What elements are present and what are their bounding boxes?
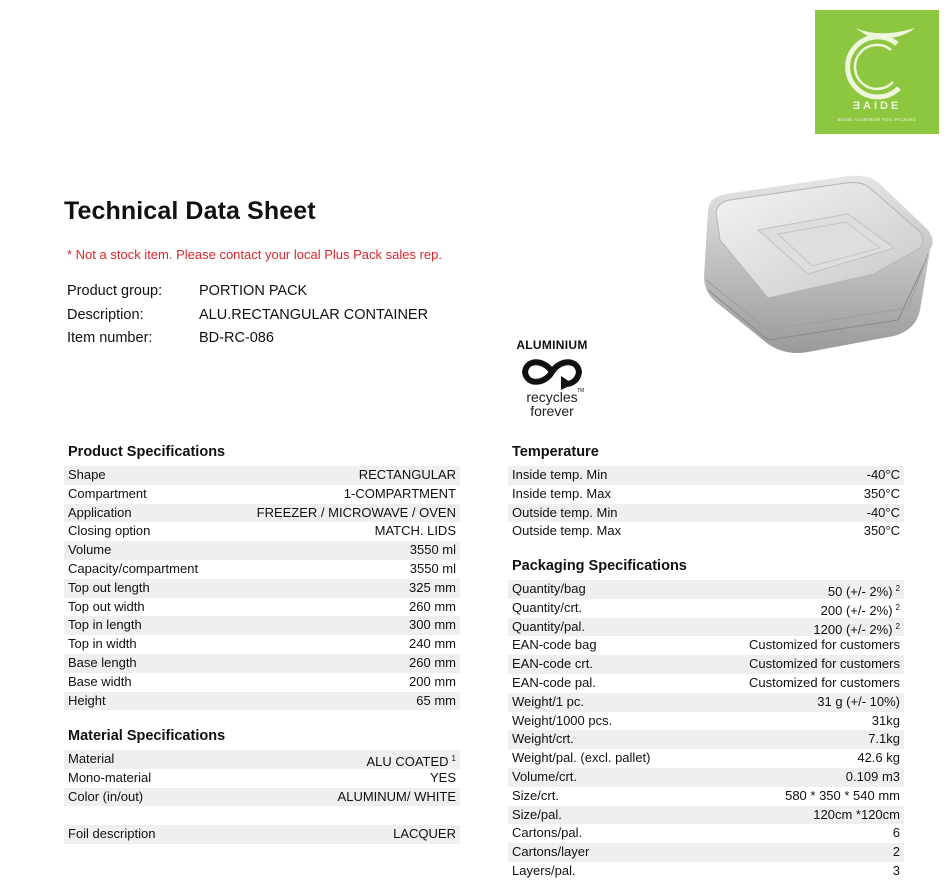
row-value: 200 mm — [409, 673, 456, 689]
brand-name: ƎAIDE — [852, 100, 902, 112]
row-label: Shape — [68, 467, 106, 482]
row-label: Application — [68, 504, 132, 520]
row-value: 3550 ml — [409, 542, 456, 558]
table-row — [64, 485, 460, 504]
trademark-mark: TM — [577, 388, 585, 394]
row-value: 1-COMPARTMENT — [343, 485, 456, 501]
table-row — [64, 635, 460, 654]
table-row — [508, 730, 904, 749]
row-label: Closing option — [68, 523, 151, 539]
row-label: Material — [68, 751, 115, 766]
row-label: Weight/crt. — [512, 731, 574, 747]
footnote-mark: 2 — [895, 621, 900, 631]
row-value: 300 mm — [409, 617, 456, 633]
row-label: Outside temp. Min — [512, 504, 618, 520]
badge-line2: forever — [530, 403, 574, 419]
baide-logo — [815, 10, 939, 134]
temperature-section — [508, 441, 904, 541]
row-value: 3 — [892, 862, 900, 878]
table-row — [64, 579, 460, 598]
table-row — [64, 692, 460, 711]
row-value: RECTANGULAR — [358, 467, 456, 482]
infinity-recycle-icon — [517, 354, 587, 390]
product-specs-table — [64, 466, 460, 710]
row-value: -40°C — [866, 467, 900, 482]
table-row — [508, 522, 904, 541]
row-value: 31kg — [871, 712, 900, 728]
row-value: 3550 ml — [409, 560, 456, 576]
row-value: 350°C — [863, 523, 900, 539]
row-label: EAN-code crt. — [512, 656, 593, 672]
row-label: Foil description — [68, 826, 156, 842]
row-label: Compartment — [68, 485, 147, 501]
row-label: Volume/crt. — [512, 768, 578, 784]
row-label: Size/pal. — [512, 806, 562, 822]
row-label: Size/crt. — [512, 787, 559, 803]
product-info — [67, 283, 428, 354]
table-row — [508, 787, 904, 806]
badge-top-text: ALUMINIUM — [516, 338, 588, 352]
section-title: Temperature — [512, 444, 599, 460]
row-value: 65 mm — [416, 692, 456, 708]
packaging-specifications-section — [508, 555, 904, 881]
table-row — [508, 843, 904, 862]
row-label: Weight/1000 pcs. — [512, 712, 613, 728]
table-row — [508, 618, 904, 637]
table-row — [64, 560, 460, 579]
c-swoosh-logo-icon — [815, 10, 939, 134]
row-value: 31 g (+/- 10%) — [817, 693, 900, 709]
info-value: ALU.RECTANGULAR CONTAINER — [199, 306, 429, 323]
product-image — [698, 170, 936, 355]
row-value: 50 (+/- 2%) — [827, 584, 893, 599]
table-row — [64, 750, 460, 769]
row-value: 7.1kg — [868, 731, 900, 747]
row-label: Top out width — [68, 598, 145, 614]
table-row — [64, 616, 460, 635]
row-value: 350°C — [863, 485, 900, 501]
brand-subtitle: BAIDE ALUMINUM FOIL PACKING — [837, 117, 917, 122]
info-value: PORTION PACK — [199, 283, 308, 299]
row-label: Height — [68, 692, 106, 708]
info-value: BD-RC-086 — [199, 330, 274, 346]
row-label: Top in length — [68, 617, 142, 633]
row-label: Top out length — [68, 579, 150, 595]
row-label: Weight/pal. (excl. pallet) — [512, 750, 651, 766]
row-value: MATCH. LIDS — [374, 523, 456, 539]
row-label: Mono-material — [68, 769, 152, 785]
row-value: 260 mm — [409, 598, 456, 614]
row-value: 0.109 m3 — [845, 768, 900, 784]
page-title: Technical Data Sheet — [64, 197, 316, 225]
table-row — [64, 598, 460, 617]
foil-container-image-icon — [698, 170, 936, 355]
table-row — [508, 768, 904, 787]
row-value: FREEZER / MICROWAVE / OVEN — [256, 504, 456, 520]
row-label: Inside temp. Max — [512, 485, 611, 501]
table-row — [64, 654, 460, 673]
table-row — [64, 769, 460, 788]
info-label: Item number: — [67, 330, 153, 346]
table-row — [64, 788, 460, 807]
footnote-mark: 2 — [895, 602, 900, 612]
row-label: Quantity/pal. — [512, 618, 585, 634]
row-value: Customized for customers — [749, 656, 900, 672]
row-label: Base length — [68, 654, 137, 670]
material-specs-table — [64, 750, 460, 806]
row-label: Capacity/compartment — [68, 560, 199, 576]
row-value: ALU COATED — [366, 754, 449, 769]
table-row — [508, 693, 904, 712]
table-row — [508, 824, 904, 843]
row-label: Inside temp. Min — [512, 467, 608, 482]
table-row — [64, 825, 460, 844]
row-label: Quantity/bag — [512, 581, 586, 596]
row-value: ALUMINUM/ WHITE — [337, 788, 456, 804]
table-row — [508, 655, 904, 674]
info-row-product-group — [67, 283, 428, 307]
info-label: Description: — [67, 306, 144, 323]
row-value: 1200 (+/- 2%) — [813, 621, 893, 637]
table-row — [508, 504, 904, 523]
row-label: Volume — [68, 542, 112, 558]
row-value: Customized for customers — [749, 674, 900, 690]
row-label: Color (in/out) — [68, 788, 144, 804]
footnote-mark: 2 — [895, 584, 900, 593]
section-title: Material Specifications — [68, 728, 226, 744]
row-label: Cartons/layer — [512, 844, 590, 860]
table-row — [508, 712, 904, 731]
table-row — [508, 862, 904, 881]
table-row — [508, 466, 904, 485]
table-row — [64, 522, 460, 541]
table-row — [508, 806, 904, 825]
row-label: Quantity/crt. — [512, 599, 583, 615]
row-value: 260 mm — [409, 654, 456, 670]
row-label: Cartons/pal. — [512, 825, 583, 841]
product-specifications-section — [64, 441, 460, 710]
section-title: Packaging Specifications — [512, 558, 687, 574]
table-row — [64, 673, 460, 692]
table-row — [508, 636, 904, 655]
row-value: 325 mm — [409, 579, 456, 595]
info-label: Product group: — [67, 283, 163, 299]
row-label: Top in width — [68, 636, 137, 652]
stock-notice: * Not a stock item. Please contact your local Plus Pack sales rep. — [67, 247, 443, 262]
info-row-item-number — [67, 330, 428, 354]
foil-table — [64, 825, 460, 844]
table-row — [64, 466, 460, 485]
row-value: 200 (+/- 2%) — [820, 602, 893, 618]
row-label: Layers/pal. — [512, 862, 576, 878]
table-row — [508, 485, 904, 504]
aluminium-recycles-badge — [507, 338, 597, 418]
row-label: Base width — [68, 673, 132, 689]
row-label: EAN-code bag — [512, 637, 597, 653]
badge-line1: recycles — [526, 389, 578, 405]
table-row — [508, 749, 904, 768]
table-row — [508, 580, 904, 599]
row-value: LACQUER — [393, 826, 456, 842]
row-value: YES — [429, 769, 456, 785]
row-value: 120cm *120cm — [813, 806, 900, 822]
table-row — [64, 504, 460, 523]
row-value: 240 mm — [409, 636, 456, 652]
row-label: Outside temp. Max — [512, 523, 622, 539]
row-value: 42.6 kg — [857, 750, 900, 766]
footnote-mark: 1 — [451, 754, 456, 763]
row-label: EAN-code pal. — [512, 674, 596, 690]
row-value: -40°C — [866, 504, 900, 520]
row-value: 2 — [892, 844, 900, 860]
row-value: Customized for customers — [749, 637, 900, 653]
info-row-description — [67, 307, 428, 331]
material-specifications-section — [64, 725, 460, 844]
table-row — [64, 541, 460, 560]
temperature-table — [508, 466, 904, 541]
section-title: Product Specifications — [68, 444, 226, 460]
table-row — [508, 599, 904, 618]
packaging-specs-table — [508, 580, 904, 881]
row-value: 6 — [892, 825, 900, 841]
row-label: Weight/1 pc. — [512, 693, 585, 709]
row-value: 580 * 350 * 540 mm — [785, 787, 900, 803]
table-row — [508, 674, 904, 693]
